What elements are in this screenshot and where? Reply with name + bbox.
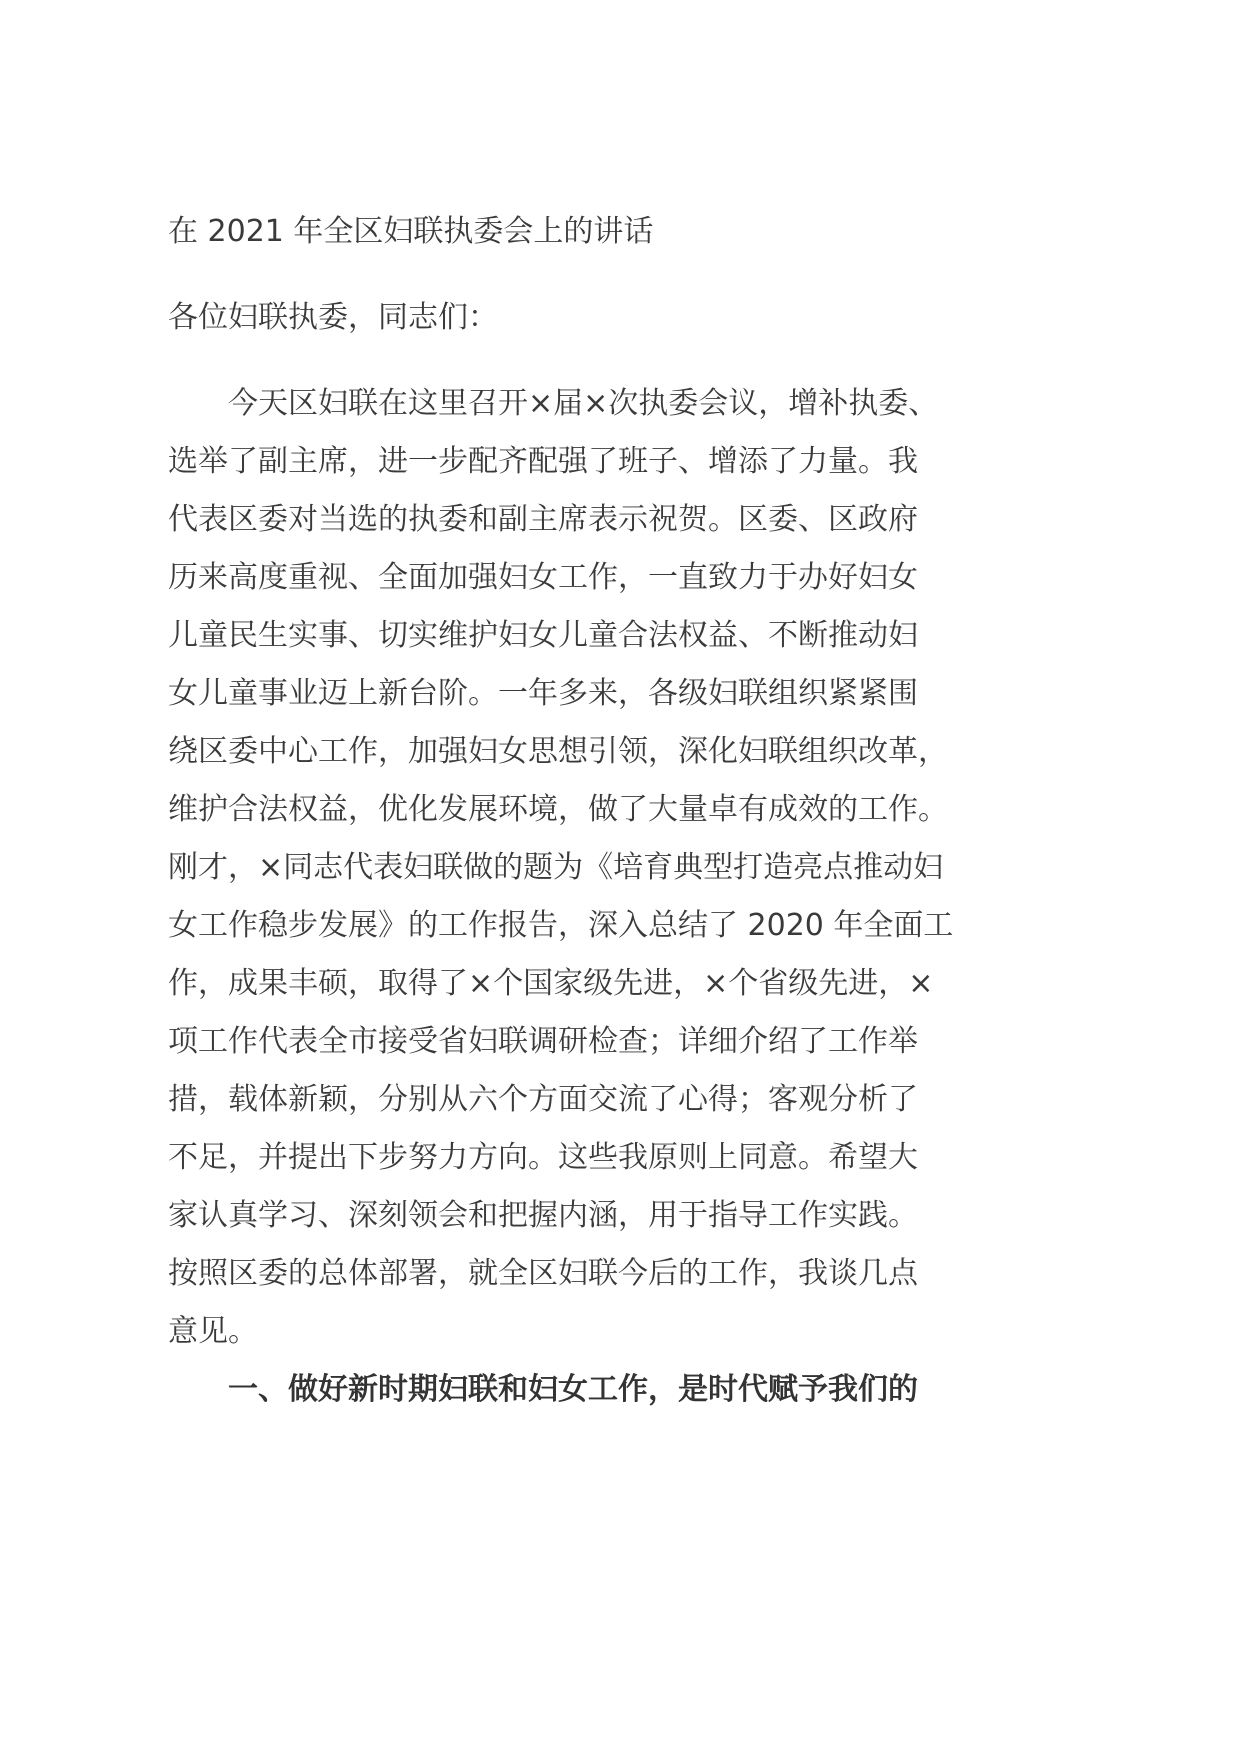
paragraph-line: 儿童民生实事、切实维护妇女儿童合法权益、不断推动妇	[168, 618, 918, 653]
paragraph-line: 意见。	[168, 1314, 258, 1349]
paragraph-line: 作，成果丰硕，取得了×个国家级先进，×个省级先进，×	[168, 966, 934, 1001]
paragraph-line: 绕区委中心工作，加强妇女思想引领，深化妇联组织改革，	[168, 734, 948, 769]
document-title: 在 2021 年全区妇联执委会上的讲话	[168, 214, 654, 249]
paragraph-line: 维护合法权益，优化发展环境，做了大量卓有成效的工作。	[168, 792, 948, 827]
greeting: 各位妇联执委，同志们：	[168, 300, 498, 335]
paragraph-line: 按照区委的总体部署，就全区妇联今后的工作，我谈几点	[168, 1256, 918, 1291]
paragraph-line: 项工作代表全市接受省妇联调研检查；详细介绍了工作举	[168, 1024, 918, 1059]
paragraph-line: 措，载体新颖，分别从六个方面交流了心得；客观分析了	[168, 1082, 918, 1117]
section-heading: 一、做好新时期妇联和妇女工作，是时代赋予我们的	[168, 1372, 918, 1407]
paragraph-line: 女儿童事业迈上新台阶。一年多来，各级妇联组织紧紧围	[168, 676, 918, 711]
paragraph-line: 选举了副主席，进一步配齐配强了班子、增添了力量。我	[168, 444, 918, 479]
paragraph-line: 今天区妇联在这里召开×届×次执委会议，增补执委、	[168, 386, 939, 421]
paragraph-line: 家认真学习、深刻领会和把握内涵，用于指导工作实践。	[168, 1198, 918, 1233]
paragraph-line: 刚才，×同志代表妇联做的题为《培育典型打造亮点推动妇	[168, 850, 944, 885]
paragraph-line: 历来高度重视、全面加强妇女工作，一直致力于办好妇女	[168, 560, 918, 595]
paragraph-line: 代表区委对当选的执委和副主席表示祝贺。区委、区政府	[168, 502, 918, 537]
paragraph-line: 女工作稳步发展》的工作报告，深入总结了 2020 年全面工	[168, 908, 954, 943]
paragraph-line: 不足，并提出下步努力方向。这些我原则上同意。希望大	[168, 1140, 918, 1175]
